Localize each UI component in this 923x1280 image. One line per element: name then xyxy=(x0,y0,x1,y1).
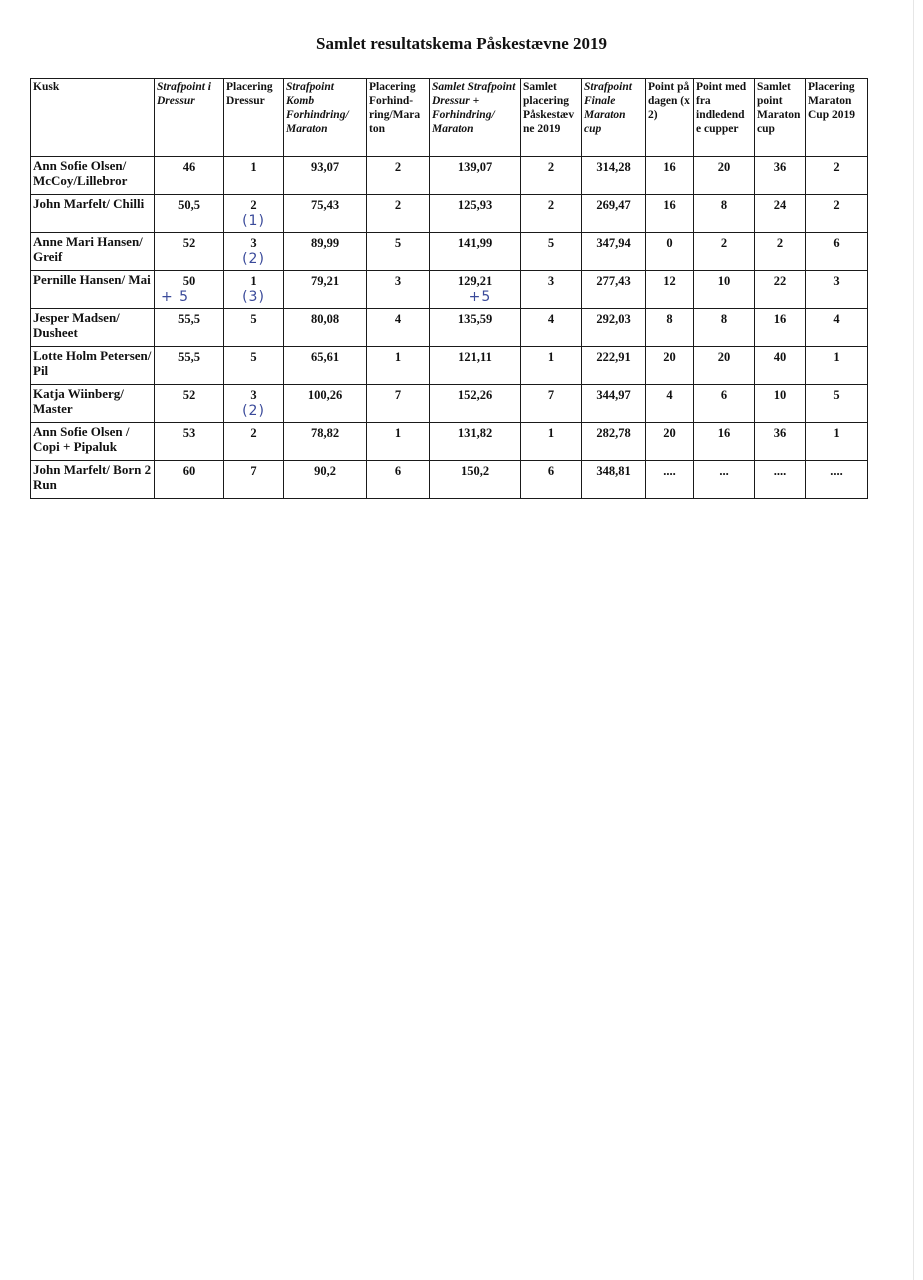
cell-samlet-placering: 1 xyxy=(521,423,582,461)
cell-samlet-strafpoint: 125,93 xyxy=(430,195,521,233)
results-table xyxy=(30,78,868,499)
cell-placering-cup: 1 xyxy=(806,423,868,461)
table-row xyxy=(31,423,868,461)
cell-point-dagen: 4 xyxy=(646,385,694,423)
cell-samlet-strafpoint: 139,07 xyxy=(430,157,521,195)
cell-point-indledende: ... xyxy=(694,461,755,499)
cell-samlet-strafpoint xyxy=(430,271,521,309)
cell-strafpoint-komb: 89,99 xyxy=(284,233,367,271)
cell-point-dagen: 16 xyxy=(646,157,694,195)
handwritten-note: (2) xyxy=(242,251,265,267)
cell-samlet-point-cup: 10 xyxy=(755,385,806,423)
header-strafpoint-finale: Strafpoint Finale Maraton cup xyxy=(582,79,646,157)
cell-samlet-placering: 1 xyxy=(521,347,582,385)
cell-placering-dressur: 1 xyxy=(224,157,284,195)
cell-samlet-point-cup: 22 xyxy=(755,271,806,309)
cell-strafpoint-dressur: 46 xyxy=(155,157,224,195)
cell-samlet-placering: 4 xyxy=(521,309,582,347)
cell-samlet-point-cup: 24 xyxy=(755,195,806,233)
cell-samlet-strafpoint: 152,26 xyxy=(430,385,521,423)
cell-samlet-placering: 7 xyxy=(521,385,582,423)
cell-samlet-point-cup: 36 xyxy=(755,157,806,195)
table-row xyxy=(31,195,868,233)
cell-samlet-strafpoint: 150,2 xyxy=(430,461,521,499)
cell-strafpoint-komb: 100,26 xyxy=(284,385,367,423)
cell-kusk: John Marfelt/ Born 2 Run xyxy=(31,461,155,499)
placering-value: 3 xyxy=(250,388,257,402)
cell-placering-cup: 3 xyxy=(806,271,868,309)
placering-value: 2 xyxy=(250,198,257,212)
cell-samlet-placering: 6 xyxy=(521,461,582,499)
cell-strafpoint-komb: 93,07 xyxy=(284,157,367,195)
cell-samlet-strafpoint: 141,99 xyxy=(430,233,521,271)
handwritten-note: +5 xyxy=(468,289,492,305)
cell-strafpoint-dressur: 52 xyxy=(155,233,224,271)
cell-placering-dressur xyxy=(224,195,284,233)
cell-point-dagen: .... xyxy=(646,461,694,499)
cell-strafpoint-komb: 75,43 xyxy=(284,195,367,233)
cell-placering-dressur: 5 xyxy=(224,347,284,385)
cell-strafpoint-komb: 65,61 xyxy=(284,347,367,385)
cell-kusk: Jesper Madsen/ Dusheet xyxy=(31,309,155,347)
cell-strafpoint-komb: 80,08 xyxy=(284,309,367,347)
cell-placering-forhindring: 5 xyxy=(367,233,430,271)
placering-value: 1 xyxy=(250,274,257,288)
cell-point-indledende: 2 xyxy=(694,233,755,271)
cell-point-indledende: 8 xyxy=(694,309,755,347)
cell-strafpoint-dressur: 55,5 xyxy=(155,347,224,385)
cell-strafpoint-komb: 79,21 xyxy=(284,271,367,309)
header-samlet-placering: Samlet placering Påskestæv ne 2019 xyxy=(521,79,582,157)
header-point-indledende: Point med fra indledend e cupper xyxy=(694,79,755,157)
cell-strafpoint-finale: 348,81 xyxy=(582,461,646,499)
cell-strafpoint-finale: 292,03 xyxy=(582,309,646,347)
header-placering-cup: Placering Maraton Cup 2019 xyxy=(806,79,868,157)
samlet-value: 129,21 xyxy=(457,274,493,288)
strafpoint-value: 50 xyxy=(182,274,196,288)
cell-placering-forhindring: 1 xyxy=(367,423,430,461)
table-row xyxy=(31,271,868,309)
header-row xyxy=(31,79,868,157)
cell-kusk: Ann Sofie Olsen / Copi + Pipaluk xyxy=(31,423,155,461)
cell-placering-dressur: 7 xyxy=(224,461,284,499)
cell-samlet-placering: 5 xyxy=(521,233,582,271)
cell-samlet-point-cup: 2 xyxy=(755,233,806,271)
handwritten-note: (1) xyxy=(242,213,265,229)
table-row xyxy=(31,461,868,499)
cell-kusk: Anne Mari Hansen/ Greif xyxy=(31,233,155,271)
cell-strafpoint-komb: 78,82 xyxy=(284,423,367,461)
table-row xyxy=(31,347,868,385)
cell-strafpoint-dressur xyxy=(155,271,224,309)
cell-point-indledende: 16 xyxy=(694,423,755,461)
placering-value: 3 xyxy=(250,236,257,250)
cell-point-indledende: 6 xyxy=(694,385,755,423)
table-row xyxy=(31,233,868,271)
cell-strafpoint-dressur: 53 xyxy=(155,423,224,461)
cell-samlet-strafpoint: 121,11 xyxy=(430,347,521,385)
table-row xyxy=(31,309,868,347)
cell-placering-cup: 1 xyxy=(806,347,868,385)
cell-placering-forhindring: 6 xyxy=(367,461,430,499)
cell-point-dagen: 0 xyxy=(646,233,694,271)
table-row xyxy=(31,385,868,423)
cell-point-indledende: 8 xyxy=(694,195,755,233)
cell-samlet-point-cup: .... xyxy=(755,461,806,499)
cell-point-dagen: 20 xyxy=(646,347,694,385)
cell-placering-dressur xyxy=(224,271,284,309)
cell-strafpoint-finale: 344,97 xyxy=(582,385,646,423)
header-point-dagen: Point på dagen (x 2) xyxy=(646,79,694,157)
cell-placering-cup: 6 xyxy=(806,233,868,271)
cell-placering-forhindring: 2 xyxy=(367,195,430,233)
handwritten-note: (3) xyxy=(242,289,265,305)
cell-placering-dressur: 2 xyxy=(224,423,284,461)
header-samlet-strafpoint: Samlet Strafpoint Dressur + Forhindring/ Maraton xyxy=(430,79,521,157)
cell-samlet-point-cup: 36 xyxy=(755,423,806,461)
header-placering-forhindring: Placering Forhind-ring/Mara ton xyxy=(367,79,430,157)
cell-point-dagen: 20 xyxy=(646,423,694,461)
header-kusk: Kusk xyxy=(31,79,155,157)
cell-point-dagen: 12 xyxy=(646,271,694,309)
cell-placering-cup: 2 xyxy=(806,195,868,233)
cell-samlet-strafpoint: 135,59 xyxy=(430,309,521,347)
header-samlet-point-cup: Samlet point Maraton cup xyxy=(755,79,806,157)
cell-placering-dressur xyxy=(224,385,284,423)
cell-kusk: Lotte Holm Petersen/ Pil xyxy=(31,347,155,385)
cell-placering-cup: 2 xyxy=(806,157,868,195)
cell-strafpoint-finale: 314,28 xyxy=(582,157,646,195)
cell-placering-dressur: 5 xyxy=(224,309,284,347)
cell-samlet-placering: 3 xyxy=(521,271,582,309)
cell-strafpoint-finale: 347,94 xyxy=(582,233,646,271)
cell-point-dagen: 16 xyxy=(646,195,694,233)
cell-point-indledende: 20 xyxy=(694,347,755,385)
cell-point-indledende: 20 xyxy=(694,157,755,195)
header-strafpoint-dressur: Strafpoint i Dressur xyxy=(155,79,224,157)
cell-kusk: Ann Sofie Olsen/ McCoy/Lillebror xyxy=(31,157,155,195)
cell-placering-forhindring: 1 xyxy=(367,347,430,385)
cell-samlet-placering: 2 xyxy=(521,195,582,233)
cell-samlet-placering: 2 xyxy=(521,157,582,195)
scan-edge-line xyxy=(913,0,914,1280)
cell-strafpoint-dressur: 52 xyxy=(155,385,224,423)
cell-strafpoint-finale: 277,43 xyxy=(582,271,646,309)
cell-strafpoint-komb: 90,2 xyxy=(284,461,367,499)
cell-placering-forhindring: 2 xyxy=(367,157,430,195)
cell-placering-cup: 5 xyxy=(806,385,868,423)
cell-strafpoint-dressur: 55,5 xyxy=(155,309,224,347)
cell-placering-dressur xyxy=(224,233,284,271)
cell-strafpoint-finale: 282,78 xyxy=(582,423,646,461)
table-row xyxy=(31,157,868,195)
header-placering-dressur: Placering Dressur xyxy=(224,79,284,157)
cell-placering-cup: .... xyxy=(806,461,868,499)
cell-point-dagen: 8 xyxy=(646,309,694,347)
cell-kusk: John Marfelt/ Chilli xyxy=(31,195,155,233)
cell-placering-forhindring: 7 xyxy=(367,385,430,423)
cell-samlet-point-cup: 16 xyxy=(755,309,806,347)
cell-placering-forhindring: 3 xyxy=(367,271,430,309)
header-strafpoint-komb: Strafpoint Komb Forhindring/ Maraton xyxy=(284,79,367,157)
cell-placering-cup: 4 xyxy=(806,309,868,347)
cell-strafpoint-finale: 222,91 xyxy=(582,347,646,385)
cell-samlet-point-cup: 40 xyxy=(755,347,806,385)
cell-placering-forhindring: 4 xyxy=(367,309,430,347)
page-title: Samlet resultatskema Påskestævne 2019 xyxy=(315,34,608,53)
handwritten-note: + 5 xyxy=(161,289,190,305)
cell-samlet-strafpoint: 131,82 xyxy=(430,423,521,461)
cell-point-indledende: 10 xyxy=(694,271,755,309)
cell-strafpoint-dressur: 50,5 xyxy=(155,195,224,233)
handwritten-note: (2) xyxy=(242,403,265,419)
cell-kusk: Katja Wiinberg/ Master xyxy=(31,385,155,423)
cell-strafpoint-finale: 269,47 xyxy=(582,195,646,233)
cell-kusk: Pernille Hansen/ Mai xyxy=(31,271,155,309)
cell-strafpoint-dressur: 60 xyxy=(155,461,224,499)
